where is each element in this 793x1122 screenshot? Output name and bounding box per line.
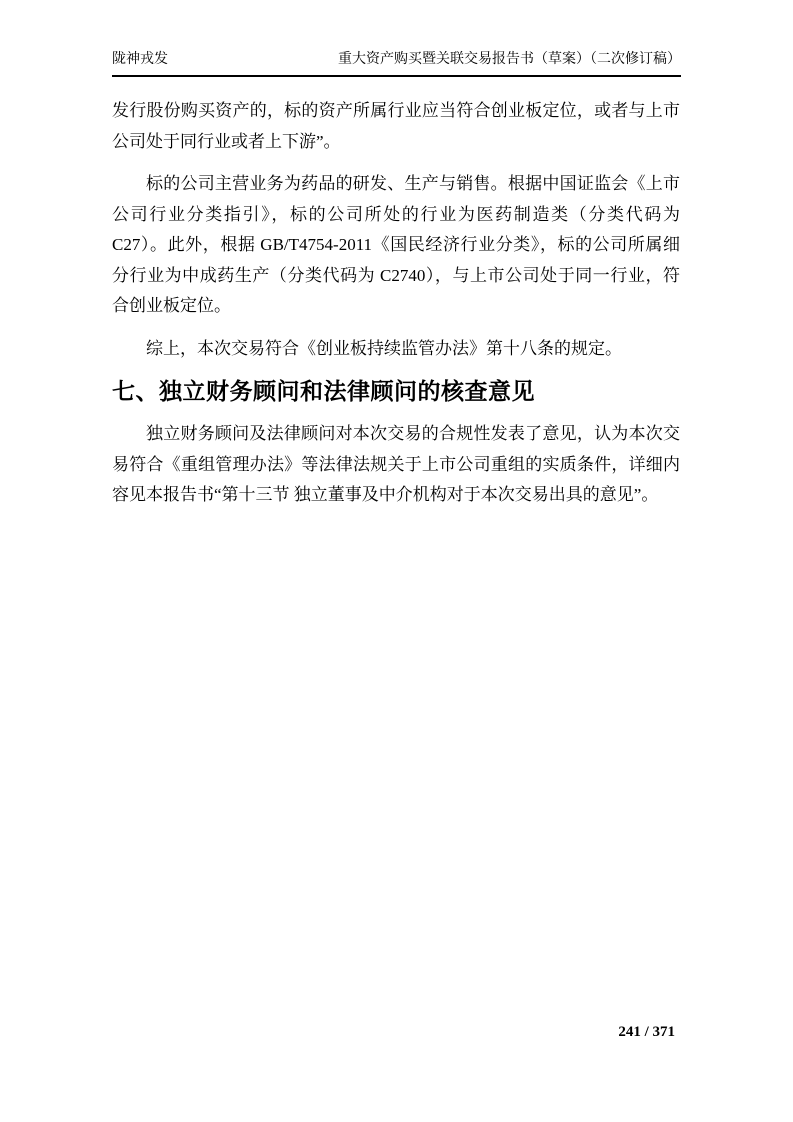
paragraph-industry-classification: 标的公司主营业务为药品的研发、生产与销售。根据中国证监会《上市公司行业分类指引》，标的公司所处的行业为医药制造类（分类代码为 C27）。此外，根据 GB/T4754-2011《国民经济行业分类》，标的公司所属细分行业为中成药生产（分类代码为 C2740），与上市公司处于同一行业，符合创业板定位。 bbox=[112, 174, 680, 315]
page-footer bbox=[618, 1024, 675, 1041]
paragraph-continuation: 发行股份购买资产的，标的资产所属行业应当符合创业板定位，或者与上市公司处于同行业或者上下游”。 bbox=[112, 101, 680, 151]
section-heading: 七、独立财务顾问和法律顾问的核查意见 bbox=[112, 378, 535, 404]
page-header bbox=[112, 52, 681, 77]
page-body bbox=[112, 96, 680, 523]
header-company-short-name: 陇神戎发 bbox=[112, 52, 168, 67]
page-number: 241 / 371 bbox=[618, 1024, 675, 1040]
header-report-title: 重大资产购买暨关联交易报告书（草案）（二次修订稿） bbox=[338, 52, 681, 67]
paragraph-conclusion: 综上，本次交易符合《创业板持续监管办法》第十八条的规定。 bbox=[146, 338, 622, 358]
paragraph-advisor-opinion: 独立财务顾问及法律顾问对本次交易的合规性发表了意见，认为本次交易符合《重组管理办法》等法律法规关于上市公司重组的实质条件，详细内容见本报告书“第十三节 独立董事及中介机构对于本次交易出具的意见”。 bbox=[112, 424, 680, 504]
